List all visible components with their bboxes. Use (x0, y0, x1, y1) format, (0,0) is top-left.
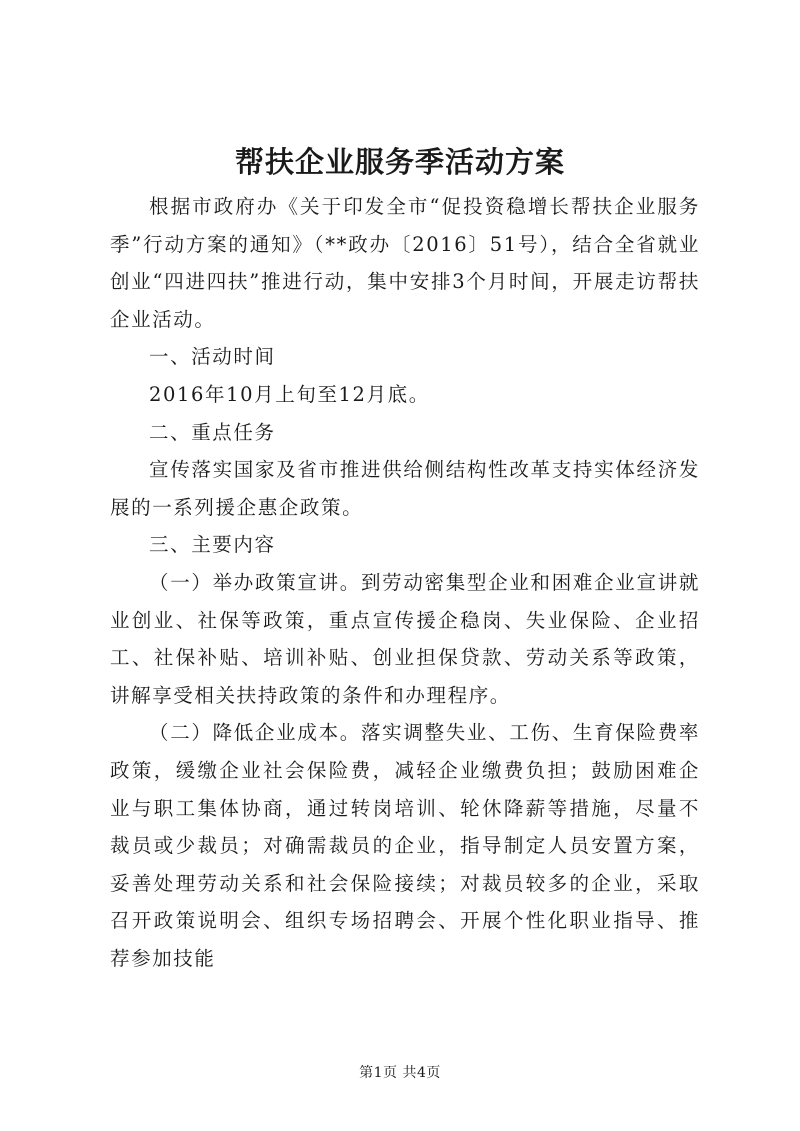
heading-key-tasks: 二、重点任务 (149, 420, 276, 444)
heading-activity-time: 一、活动时间 (149, 345, 276, 369)
paragraph-reduce-costs: （二）降低企业成本。落实调整失业、工伤、生育保险费率政策，缓缴企业社会保险费，减轻企业缴费负担；鼓励困难企业与职工集体协商，通过转岗培训、轮休降薪等措施，尽量不裁员或少裁员；对确需裁员的企业，指导制定人员安置方案，妥善处理劳动关系和社会保险接续；对裁员较多的企业，采取召开政策说明会、组织专场招聘会、开展个性化职业指导、推荐参加技能 (110, 721, 700, 970)
paragraph-intro: 根据市政府办《关于印发全市“促投资稳增长帮扶企业服务季”行动方案的通知》（**政办〔2016〕51号），结合全省就业创业“四进四扶”推进行动，集中安排3个月时间，开展走访帮扶企业活动。 (110, 195, 700, 331)
paragraph-activity-time: 2016年10月上旬至12月底。 (149, 382, 430, 406)
document-body (110, 188, 700, 977)
document-title: 帮扶企业服务季活动方案 (234, 145, 565, 179)
paragraph-key-tasks: 宣传落实国家及省市推进供给侧结构性改革支持实体经济发展的一系列援企惠企政策。 (110, 458, 700, 519)
paragraph-policy-briefing: （一）举办政策宣讲。到劳动密集型企业和困难企业宣讲就业创业、社保等政策，重点宣传援企稳岗、失业保险、企业招工、社保补贴、培训补贴、创业担保贷款、劳动关系等政策，讲解享受相关扶持政策的条件和办理程序。 (110, 570, 700, 707)
heading-main-content: 三、主要内容 (149, 533, 276, 557)
page-footer: 第1页 共4页 (359, 1065, 441, 1081)
